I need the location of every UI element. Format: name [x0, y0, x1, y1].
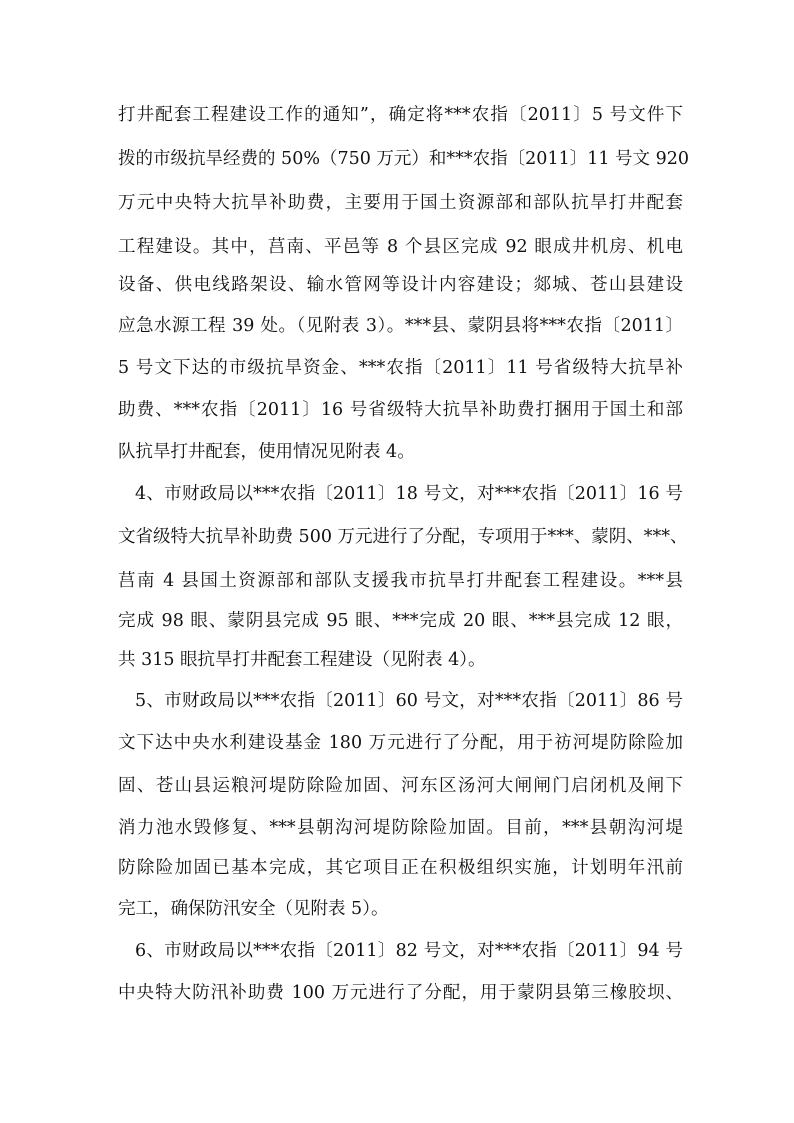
- paragraph-6-line-2: 中央特大防汛补助费 100 万元进行了分配，用于蒙阴县第三橡胶坝、: [118, 983, 683, 1003]
- text-line-7: 5 号文下达的市级抗旱资金、***农指〔2011〕11 号省级特大抗旱补: [118, 358, 683, 378]
- paragraph-5-line-5: 防除险加固已基本完成，其它项目正在积极组织实施，计划明年汛前: [118, 858, 683, 878]
- text-line-1: 打井配套工程建设工作的通知”，确定将***农指〔2011〕5 号文件下: [118, 105, 683, 125]
- text-line-6: 应急水源工程 39 处。（见附表 3）。***县、蒙阴县将***农指〔2011〕: [118, 316, 683, 336]
- paragraph-4-line-4: 完成 98 眼、蒙阴县完成 95 眼、***完成 20 眼、***县完成 12 眼，: [118, 611, 683, 631]
- paragraph-5-line-2: 文下达中央水利建设基金 180 万元进行了分配，用于祊河堤防除险加: [118, 733, 683, 753]
- text-line-2: 拨的市级抗旱经费的 50%（750 万元）和***农指〔2011〕11 号文 920: [118, 149, 690, 169]
- paragraph-5-line-4: 消力池水毁修复、***县朝沟河堤防除险加固。目前，***县朝沟河堤: [118, 818, 683, 838]
- paragraph-5-line-1: 5、市财政局以***农指〔2011〕60 号文，对***农指〔2011〕86 号: [135, 691, 683, 711]
- text-line-5: 设备、供电线路架设、输水管网等设计内容建设；郯城、苍山县建设: [118, 275, 683, 295]
- paragraph-4-line-1: 4、市财政局以***农指〔2011〕18 号文，对***农指〔2011〕16 号: [135, 484, 683, 504]
- paragraph-5-line-6: 完工，确保防汛安全（见附表 5）。: [118, 899, 389, 919]
- text-line-3: 万元中央特大抗旱补助费，主要用于国土资源部和部队抗旱打井配套: [118, 193, 683, 213]
- paragraph-5-line-3: 固、苍山县运粮河堤防除险加固、河东区汤河大闸闸门启闭机及闸下: [118, 776, 683, 796]
- text-line-8: 助费、***农指〔2011〕16 号省级特大抗旱补助费打捆用于国土和部: [118, 400, 683, 420]
- paragraph-6-line-1: 6、市财政局以***农指〔2011〕82 号文，对***农指〔2011〕94 号: [135, 941, 683, 961]
- paragraph-4-line-5: 共 315 眼抗旱打井配套工程建设（见附表 4）。: [118, 650, 486, 670]
- text-line-4: 工程建设。其中，莒南、平邑等 8 个县区完成 92 眼成井机房、机电: [118, 237, 683, 257]
- paragraph-4-line-2: 文省级特大抗旱补助费 500 万元进行了分配，专项用于***、蒙阴、***、: [118, 527, 688, 547]
- paragraph-4-line-3: 莒南 4 县国土资源部和部队支援我市抗旱打井配套工程建设。***县: [118, 571, 683, 591]
- text-line-9: 队抗旱打井配套，使用情况见附表 4。: [118, 442, 415, 462]
